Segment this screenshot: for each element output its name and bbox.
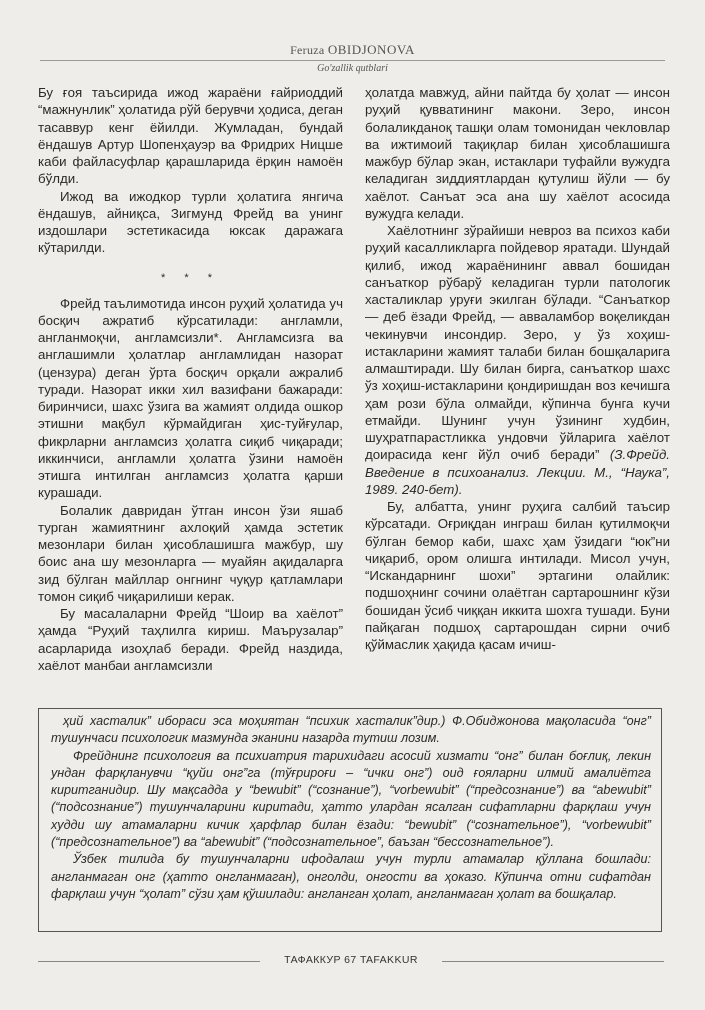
author-first-name: Feruza bbox=[290, 43, 325, 57]
footnote-paragraph: Фрейднинг психология ва психиатрия тарихидаги асосий хизмати “онг” билан боғлиқ, лекин ундан фарқланувчи “қуйи онг”га (тўғрироғи – “ички онг”) оид ғояларни илмий амалиётга киритганидир. Шу мақсадда у “bewubit” (“сознание”), “vorbewubit” (“предсознание”) ва “abewubit” (“подсознание”) тушунчаларини киритади, ҳатто улардан ясалган сифатларни фарқлаш учун худди шу атамаларни кичик ҳарфлар билан ёзади: “bewubit” (“сознательное”), “vorbewubit” (“предсознательное”) ва “abewubit” (“подсознательное”, баъзан “бессознательное”). bbox=[51, 748, 651, 850]
quote-text: Хаёлотнинг зўрайиши невроз ва психоз каби руҳий касалликларга пойдевор яратади. Шундай қилиб, ижод жараёнининг аввал бошидан санъаткор рўбарў келадиган турли патологик хасталиклар уруғи экилган бўлади. “Санъаткор — деб ёзади Фрейд, — авваламбор воқеликдан чекинувчи инсондир. Зеро, у ўз хоҳиш-истакларини жамият талаби билан бошқаларига алмаштиради. Шу билан бирга, санъаткор шахс ўз хоҳиш-истакларини қондиришдан воз кечишга ҳам рози бўла олмайди, кўпинча бунга кучи етмайди. Шунинг учун ўзининг худбин, шуҳратпарастликка ундовчи ўйларига хаёлот доирасида кенг йўл очиб беради” bbox=[365, 223, 670, 463]
paragraph: ҳолатда мавжуд, айни пайтда бу ҳолат — инсон руҳий қувватининг макони. Зеро, инсон болаликданоқ ташқи олам томонидан чекловлар ва ижтимоий тақиқлар билан ҳисоблашишга мажбур бўлар экан, истаклари туфайли вужудга келадиган зиддиятлардан қутулиш йўли — бу хаёлот. Санъат эса ана шу хаёлот асосида вужудга келади. bbox=[365, 85, 670, 221]
footnote-box bbox=[38, 708, 662, 932]
left-column bbox=[38, 84, 343, 674]
author-surname: OBIDJONOVA bbox=[327, 42, 415, 57]
citation: (З.Фрейд. Введение в психоанализ. Лекции. М., “Наука”, 1989. 240-бет). bbox=[365, 447, 670, 497]
paragraph: Бу ғоя таъсирида ижод жараёни ғайриоддий “мажнунлик” ҳолатида рўй берувчи ҳодиса, деган тасаввур кенг ёйилди. Жумладан, бундай ёндашув Артур Шопенҳауэр ва Фридрих Ницше каби файласуфлар қарашларида ёрқин намоён бўлди. bbox=[38, 85, 343, 187]
paragraph: Бу масалаларни Фрейд “Шоир ва хаёлот” ҳамда “Руҳий таҳлилга кириш. Маърузалар” асарларида изоҳлаб беради. Фрейд наздида, хаёлот манбаи англамсизли bbox=[38, 606, 343, 673]
right-column bbox=[365, 84, 670, 653]
article-body bbox=[38, 84, 670, 689]
section-separator: * * * bbox=[161, 271, 220, 284]
paragraph: Болалик давридан ўтган инсон ўзи яшаб турган жамиятнинг ахлоқий ҳамда эстетик мезонлари билан ҳисоблашишга мажбур, шу боис ана шу мезонларга — муайян ақидаларга зид бўлган майллар онгнинг чуқур қатламлари томон сиқиб чиқарилиши керак. bbox=[38, 502, 343, 604]
footer-page-label: ТАФАККУР 67 TAFAKKUR bbox=[284, 954, 418, 966]
footnote-paragraph: ҳий хасталик” ибораси эса моҳиятан “психик хасталик”дир.) Ф.Обиджонова мақоласида “онг” тушунчаси психологик мазмунда эканини назарда тутиш лозим. bbox=[51, 714, 651, 746]
footer-rule-left bbox=[38, 961, 260, 962]
footnote-paragraph: Ўзбек тилида бу тушунчаларни ифодалаш учун турли атамалар қўллана бошлади: англанмаган онг (ҳатто онгланмаган), онголди, онгости ва ҳоказо. Кўпинча отни сифатдан фарқлаш учун “ҳолат” сўзи ҳам қўшилади: англанган ҳолат, англанмаган ҳолат ва бошқалар. bbox=[51, 852, 651, 901]
author-name bbox=[40, 42, 665, 58]
paragraph: Бу, албатта, унинг руҳига салбий таъсир кўрсатади. Оғриқдан инграш билан қутилмоқчи бўлган бемор каби, шахс ҳам ўзидаги “юк”ни чиқариб, ором олишга интилади. Мисол учун, “Искандарнинг шохи” эртагини олайлик: подшоҳнинг сочини олаётган сартарошнинг кўзи бошидан ўсиб чиққан иккита шохга тушади. Буни пайқаган подшоҳ сартарошдан сирни очиб қўймаслик ҳақида қасам ичиш- bbox=[365, 499, 670, 652]
footer-rule-right bbox=[442, 961, 664, 962]
paragraph bbox=[365, 222, 670, 498]
header-rule bbox=[40, 60, 665, 61]
page-header bbox=[40, 42, 665, 74]
paragraph: Ижод ва ижодкор турли ҳолатига янгича ёндашув, айниқса, Зигмунд Фрейд ва унинг издошлари эстетикасида юксак даражага кўтарилди. bbox=[38, 188, 343, 256]
paragraph: Фрейд таълимотида инсон руҳий ҳолатида уч босқич ажратиб кўрсатилади: англамли, англанмоқчи, англамсизли*. Англамсизга ва англашимли ҳолатлар англамлидан назорат (цензура) деган ўрта босқич орқали ажралиб туради. Назорат икки хил вазифани бажаради: биринчиси, шахс ўзига ва жамият олдида ошкор этишни мақбул кўрмайдиган ҳис-туйғулар, фикрларни англамсиз ҳолатга сиқиб чиқаради; иккинчиси, англамли ҳолатга ўзини намоён этишга интилган англамсиз ҳолатга қарши курашади. bbox=[38, 295, 343, 501]
page-footer bbox=[38, 952, 664, 972]
header-subtitle: Go'zallik qutblari bbox=[317, 63, 388, 74]
